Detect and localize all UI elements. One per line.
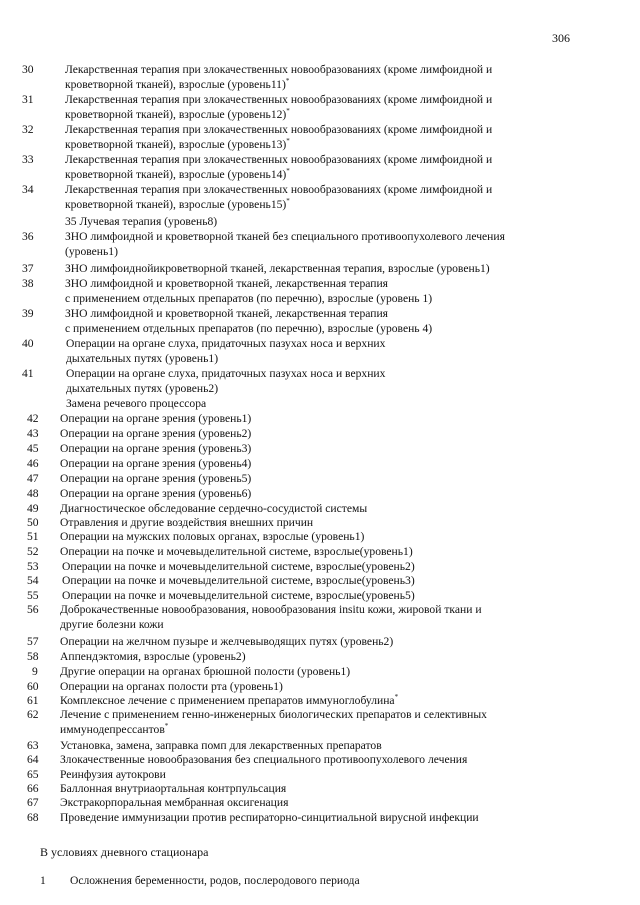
item-text: кроветворной тканей), взрослые (уровень14)* [65,167,290,181]
item-text: Операции на органе слуха, придаточных пазухах носа и верхних [66,367,386,380]
item-number: 9 [32,665,38,678]
item-number: 45 [27,442,39,455]
item-text: Отравления и другие воздействия внешних причин [60,516,314,529]
item-text: ЗНО лимфоидной и кроветворной тканей, лекарственная терапия [65,307,388,320]
item-text: Лекарственная терапия при злокачественных новообразованиях (кроме лимфоидной и [65,153,493,166]
item-text: Операции на почке и мочевыделительной системе, взрослые(уровень3) [62,574,415,587]
item-number: 60 [27,680,39,693]
item-number: 37 [22,262,34,275]
item-number: 41 [22,367,34,380]
item-text: Реинфузия аутокрови [60,768,166,781]
item-text: кроветворной тканей), взрослые (уровень15)* [65,197,290,211]
item-number: 33 [22,153,34,166]
footnote-marker: * [286,137,290,146]
item-text: кроветворной тканей), взрослые (уровень11)* [65,77,290,91]
item-number: 42 [27,412,39,425]
item-text: Операции на органе зрения (уровень6) [60,487,252,500]
item-text: Операции на органе слуха, придаточных пазухах носа и верхних [66,337,386,350]
item-text: кроветворной тканей), взрослые (уровень13)* [65,137,290,151]
item-number: 39 [22,307,34,320]
footnote-marker: * [286,107,290,116]
item-text: Злокачественные новообразования без специального противоопухолевого лечения [60,753,468,766]
item-text: Операции на органах полости рта (уровень1) [60,680,283,693]
item-number: 56 [27,603,39,616]
item-number: 38 [22,277,34,290]
item-text: Баллонная внутриаортальная контрпульсация [60,782,287,795]
item-text: Операции на органе зрения (уровень3) [60,442,252,455]
footnote-marker: * [286,167,290,176]
item-number: 36 [22,230,34,243]
item-text: Установка, замена, заправка помп для лекарственных препаратов [60,739,382,752]
item-text: Операции на почке и мочевыделительной системе, взрослые(уровень2) [62,560,415,573]
item-text: ЗНО лимфоидной и кроветворной тканей, лекарственная терапия [65,277,388,290]
item-text: Аппендэктомия, взрослые (уровень2) [60,650,246,663]
page-number: 306 [552,31,570,45]
item-number: 63 [27,739,39,752]
item-text: Другие операции на органах брюшной полости (уровень1) [60,665,351,678]
item-text: Операции на желчном пузыре и желчевыводящих путях (уровень2) [60,635,394,648]
item-text: дыхательных путях (уровень1) [66,352,219,365]
item-number: 53 [27,560,39,573]
item-text: Проведение иммунизации против респираторно-синцитиальной вирусной инфекции [60,811,479,824]
item-text: Операции на органе зрения (уровень5) [60,472,252,485]
section-title: В условиях дневного стационара [40,845,209,859]
item-number: 31 [22,93,34,106]
item-text: (уровень1) [65,245,118,258]
item-text: Экстракорпоральная мембранная оксигенация [60,796,289,809]
item-text: Операции на мужских половых органах, взрослые (уровень1) [60,530,365,543]
footnote-marker: * [164,722,169,731]
item-number: 52 [27,545,39,558]
item-number: 48 [27,487,39,500]
item-text: Операции на органе зрения (уровень4) [60,457,252,470]
footnote-marker: * [285,77,290,86]
item-number: 1 [40,874,46,887]
item-number: 50 [27,516,39,529]
item-number: 58 [27,650,39,663]
item-number: 43 [27,427,39,440]
item-text: Доброкачественные новообразования, новообразования insitu кожи, жировой ткани и [60,603,482,616]
item-number: 34 [22,183,34,196]
item-text: кроветворной тканей), взрослые (уровень12)* [65,107,290,121]
item-text: иммунодепрессантов* [60,722,169,736]
item-text: другие болезни кожи [60,618,164,631]
item-number: 62 [27,708,39,721]
item-text: Операции на почке и мочевыделительной системе, взрослые(уровень1) [60,545,413,558]
item-number: 65 [27,768,39,781]
item-number: 55 [27,589,39,602]
item-text: дыхательных путях (уровень2) [66,382,219,395]
item-text: Лекарственная терапия при злокачественных новообразованиях (кроме лимфоидной и [65,93,493,106]
item-text: ЗНО лимфоиднойикроветворной тканей, лекарственная терапия, взрослые (уровень1) [65,262,490,275]
item-text: с применением отдельных препаратов (по перечню), взрослые (уровень 4) [65,322,433,335]
item-number: 32 [22,123,34,136]
item-text: Лекарственная терапия при злокачественных новообразованиях (кроме лимфоидной и [65,123,493,136]
item-number: 68 [27,811,39,824]
item-text: с применением отдельных препаратов (по перечню), взрослые (уровень 1) [65,292,433,305]
item-number: 49 [27,502,39,515]
item-number: 67 [27,796,39,809]
item-number: 40 [22,337,34,350]
item-text: Лекарственная терапия при злокачественных новообразованиях (кроме лимфоидной и [65,183,493,196]
footnote-marker: * [286,197,290,206]
item-number: 47 [27,472,39,485]
item-text: Замена речевого процессора [66,397,207,410]
item-text: Операции на органе зрения (уровень1) [60,412,252,425]
item-number: 51 [27,530,39,543]
item-text: Комплексное лечение с применением препаратов иммуноглобулина* [60,693,399,707]
item-number: 64 [27,753,39,766]
item-number: 66 [27,782,39,795]
item-text: Диагностическое обследование сердечно-сосудистой системы [60,502,368,515]
item-text: ЗНО лимфоидной и кроветворной тканей без специального противоопухолевого лечения [65,230,505,243]
item-number: 57 [27,635,39,648]
item-text: Операции на почке и мочевыделительной системе, взрослые(уровень5) [62,589,415,602]
item-text: Лекарственная терапия при злокачественных новообразованиях (кроме лимфоидной и [65,63,493,76]
item-number: 61 [27,694,39,707]
footnote-marker: * [394,693,399,702]
item-text: 35 Лучевая терапия (уровень8) [65,215,218,228]
item-number: 46 [27,457,39,470]
item-text: Лечение с применением генно-инженерных биологических препаратов и селективных [60,708,487,721]
item-number: 30 [22,63,34,76]
item-number: 54 [27,574,39,587]
item-text: Осложнения беременности, родов, послеродового периода [70,874,360,887]
item-text: Операции на органе зрения (уровень2) [60,427,252,440]
